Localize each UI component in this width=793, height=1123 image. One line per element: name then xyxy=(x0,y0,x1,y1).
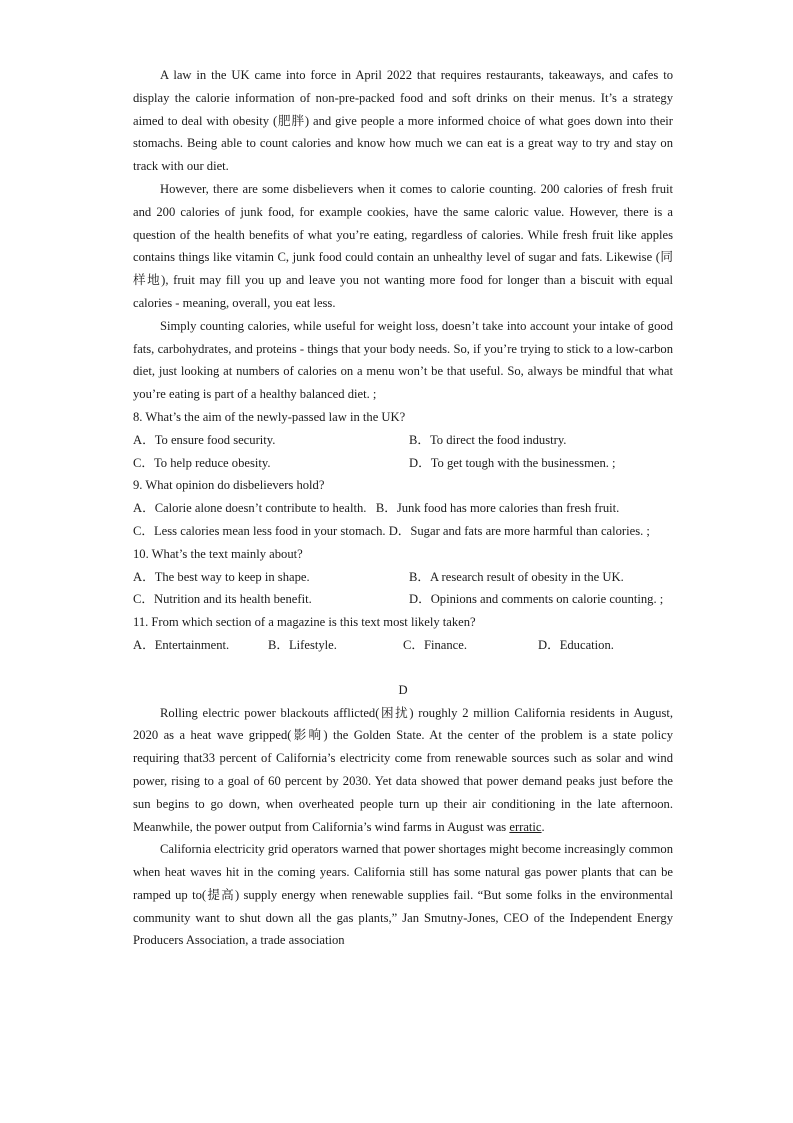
question-9 xyxy=(133,474,673,542)
option-d: D．Sugar and fats are more harmful than calories. ; xyxy=(388,523,650,538)
passage-d-paragraph-2: California electricity grid operators warned that power shortages might become increasingly common when heat waves hit in the coming years. California still has some natural gas power plants that can be ramped up to(提高) supply energy when renewable supplies fail. “But some folks in the environmental community want to shut down all the gas plants,” Jan Smutny-Jones, CEO of the Independent Energy Producers Association, a trade association xyxy=(133,842,673,948)
question-8 xyxy=(133,406,673,474)
option-b: B．Junk food has more calories than fresh fruit. xyxy=(375,501,620,516)
question-stem: 9. What opinion do disbelievers hold? xyxy=(133,478,325,493)
option-b: B．A research result of obesity in the UK. xyxy=(409,569,624,584)
question-stem: 11. From which section of a magazine is this text most likely taken? xyxy=(133,615,476,630)
passage-c-paragraph-3: Simply counting calories, while useful for weight loss, doesn’t take into account your intake of good fats, carbohydrates, and proteins - things that your body needs. So, if you’re trying to stick to a low-carbon diet, just looking at numbers of calories on a menu won’t be that useful. So, always be mindful that what you’re eating is part of a healthy balanced diet. ; xyxy=(133,318,673,402)
option-a: A．To ensure food security. xyxy=(133,432,276,447)
option-c: C．Less calories mean less food in your stomach. xyxy=(133,523,386,538)
paragraph-end: . xyxy=(541,819,545,834)
option-c: C．To help reduce obesity. xyxy=(133,455,271,470)
question-11 xyxy=(133,611,673,657)
option-d: D．To get tough with the businessmen. ; xyxy=(409,455,616,470)
paragraph-text: Rolling electric power blackouts afflicted(困扰) roughly 2 million California residents in August, 2020 as a heat wave gripped(影响) the Golden State. At the center of the problem is a state policy requiring that33 percent of California’s electricity come from renewable sources such as solar and wind power, rising to a goal of 60 percent by 2030. Yet data showed that power demand peaks just before the sun begins to go down, when overheated people turn up their air conditioning in the late afternoon. Meanwhile, the power output from California’s wind farms in August was xyxy=(133,705,673,834)
option-b: B．Lifestyle. xyxy=(268,637,337,652)
option-d: D．Opinions and comments on calorie counting. ; xyxy=(409,592,664,607)
question-stem: 8. What’s the aim of the newly-passed law in the UK? xyxy=(133,409,406,424)
option-c: C．Nutrition and its health benefit. xyxy=(133,592,312,607)
option-b: B．To direct the food industry. xyxy=(409,432,567,447)
option-a: A．Calorie alone doesn’t contribute to health. xyxy=(133,501,367,516)
document-page xyxy=(133,64,673,952)
option-a: A．Entertainment. xyxy=(133,637,230,652)
option-a: A．The best way to keep in shape. xyxy=(133,569,310,584)
option-d: D．Education. xyxy=(538,637,614,652)
question-10 xyxy=(133,543,673,611)
underlined-word: erratic xyxy=(509,819,542,834)
passage-d-paragraph-1 xyxy=(133,702,673,839)
option-c: C．Finance. xyxy=(403,637,468,652)
question-stem: 10. What’s the text mainly about? xyxy=(133,546,303,561)
section-heading-d: D xyxy=(398,682,408,697)
passage-c-paragraph-2: However, there are some disbelievers when it comes to calorie counting. 200 calories of fresh fruit and 200 calories of junk food, for example cookies, have the same caloric value. However, there is a question of the health benefits of what you’re eating, regardless of calories. While fresh fruit like apples contains things like vitamin C, junk food could contain an unhealthy level of sugar and fats. Likewise (同样地), fruit may fill you up and leave you not wanting more food for longer than a biscuit with equal calories - meaning, overall, you eat less. xyxy=(133,181,673,310)
passage-c-paragraph-1: A law in the UK came into force in April 2022 that requires restaurants, takeaways, and cafes to display the calorie information of non-pre-packed food and soft drinks on their menus. It’s a strategy aimed to deal with obesity (肥胖) and give people a more informed choice of what goes down into their stomachs. Being able to count calories and know how much we can eat is a great way to try and stay on track with our diet. xyxy=(133,68,673,174)
